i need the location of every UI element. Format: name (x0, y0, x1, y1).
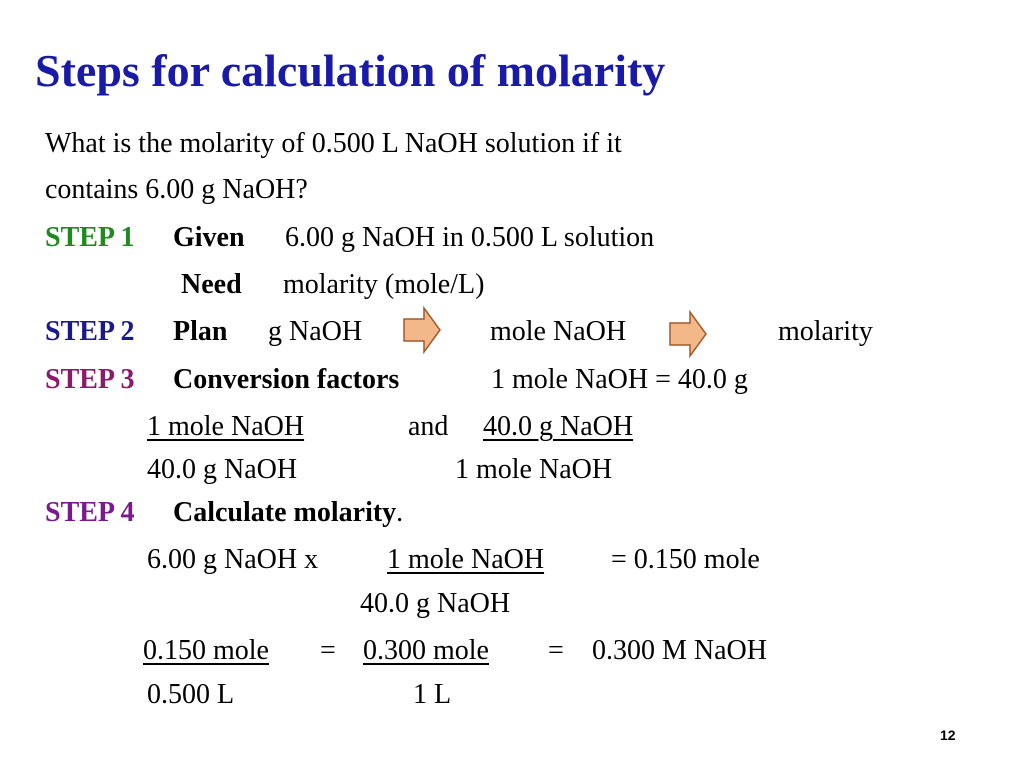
calc2-numerator-2: 0.300 mole (363, 635, 489, 666)
question-line-1: What is the molarity of 0.500 L NaOH solution if it (45, 128, 622, 159)
question-line-2: contains 6.00 g NaOH? (45, 174, 308, 205)
calc2-denominator-1: 0.500 L (147, 679, 235, 710)
plan-label: Plan (173, 316, 228, 347)
factor2-denominator: 1 mole NaOH (455, 454, 613, 485)
calc1-start: 6.00 g NaOH x (147, 544, 319, 575)
step2-label: STEP 2 (45, 316, 135, 347)
plan-item-molarity: molarity (778, 316, 873, 347)
calculate-molarity-label: Calculate molarity (173, 497, 397, 528)
factor2-numerator: 40.0 g NaOH (483, 411, 634, 442)
calc2-result: 0.300 M NaOH (592, 635, 767, 666)
conversion-factors-text: 1 mole NaOH = 40.0 g (491, 364, 748, 395)
factor-and: and (408, 411, 449, 442)
calculate-molarity-heading (173, 499, 403, 527)
calc2-denominator-2: 1 L (413, 679, 452, 710)
factor1-denominator: 40.0 g NaOH (147, 454, 298, 485)
calc1-denominator: 40.0 g NaOH (360, 588, 511, 619)
need-label: Need (181, 269, 242, 300)
factor1-numerator: 1 mole NaOH (147, 411, 305, 442)
conversion-factors-label: Conversion factors (173, 364, 400, 395)
step1-label: STEP 1 (45, 222, 135, 253)
need-text: molarity (mole/L) (283, 269, 485, 300)
calc1-result: = 0.150 mole (611, 544, 760, 575)
calc2-equals-1: = (320, 635, 336, 666)
step3-label: STEP 3 (45, 364, 135, 395)
plan-item-g-naoh: g NaOH (268, 316, 363, 347)
page-number: 12 (940, 727, 956, 743)
calc2-equals-2: = (548, 635, 564, 666)
calculate-molarity-period: . (396, 497, 404, 528)
step4-label: STEP 4 (45, 497, 135, 528)
arrow-right-icon (668, 310, 708, 358)
given-label: Given (173, 222, 245, 253)
arrow-right-icon (402, 306, 442, 354)
given-text: 6.00 g NaOH in 0.500 L solution (285, 222, 655, 253)
calc2-numerator-1: 0.150 mole (143, 635, 269, 666)
calc1-numerator: 1 mole NaOH (387, 544, 545, 575)
slide-title: Steps for calculation of molarity (35, 45, 666, 96)
plan-item-mole-naoh: mole NaOH (490, 316, 627, 347)
